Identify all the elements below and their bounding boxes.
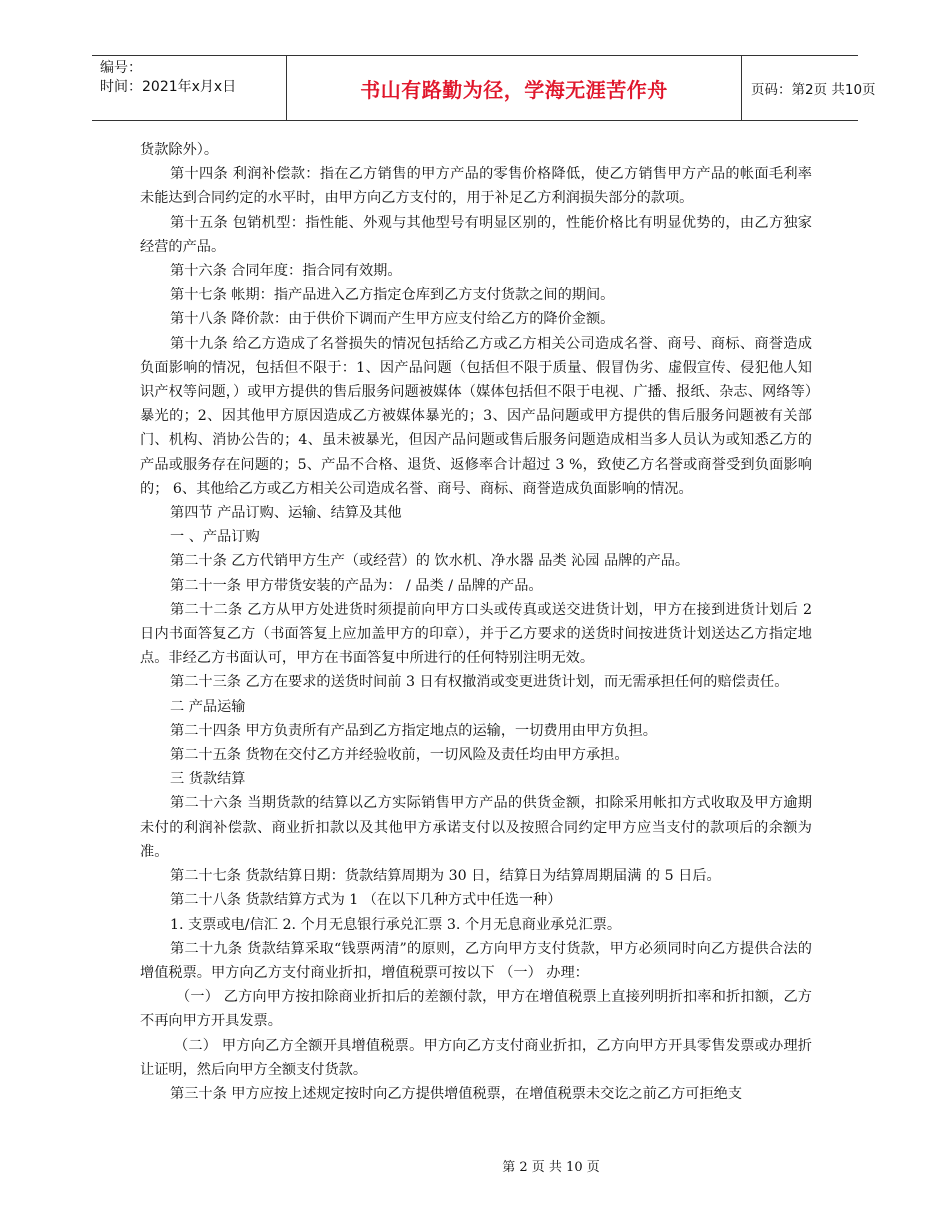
paragraph: 第十八条 降价款：由于供价下调而产生甲方应支付给乙方的降价金额。 (170, 311, 615, 328)
paragraph: （二） 甲方向乙方全额开具增值税票。甲方向乙方支付商业折扣，乙方向甲方开具零售发票或办理折让证明，然后向甲方全额支付货款。 (140, 1037, 812, 1078)
paragraph: 第十四条 利润补偿款：指在乙方销售的甲方产品的零售价格降低，使乙方销售甲方产品的帐面毛利率未能达到合同约定的水平时，由甲方向乙方支付的，用于补足乙方利润损失部分的款项。 (140, 166, 812, 207)
paragraph: 第二十二条 乙方从甲方处进货时须提前向甲方口头或传真或送交进货计划，甲方在接到进货计划后 2 日内书面答复乙方（书面答复上应加盖甲方的印章），并于乙方要求的送货时间按进货计划送达乙方指定地点。非经乙方书面认可，甲方在书面答复中所进行的任何特别注明无效。 (140, 601, 812, 667)
paragraph: 第二十五条 货物在交付乙方并经验收前，一切风险及责任均由甲方承担。 (170, 747, 629, 764)
document-number-label: 编号： (100, 60, 142, 76)
paragraph: 第四节 产品订购、运输、结算及其他 (170, 505, 402, 522)
paragraph: 第二十六条 当期货款的结算以乙方实际销售甲方产品的供货金额，扣除采用帐扣方式收取及甲方逾期未付的利润补偿款、商业折扣款以及其他甲方承诺支付以及按照合同约定甲方应当支付的款项后的余额为准。 (140, 795, 812, 860)
paragraph: 第二十三条 乙方在要求的送货时间前 3 日有权撤消或变更进货计划，而无需承担任何的赔偿责任。 (170, 674, 789, 691)
paragraph: （一） 乙方向甲方按扣除商业折扣后的差额付款，甲方在增值税票上直接列明折扣率和折扣额，乙方不再向甲方开具发票。 (140, 989, 812, 1030)
page-footer: 第 2 页 共 10 页 (502, 1160, 600, 1175)
paragraph: 第二十一条 甲方带货安装的产品为： / 品类 / 品牌的产品。 (170, 577, 543, 594)
paragraph: 第二十条 乙方代销甲方生产（或经营）的 饮水机、净水器 品类 沁园 品牌的产品。 (170, 553, 690, 570)
document-time-label: 时间：2021年x月x日 (100, 79, 237, 95)
paragraph: 第二十九条 货款结算采取“钱票两清”的原则，乙方向甲方支付货款，甲方必须同时向乙方提供合法的增值税票。甲方向乙方支付商业折扣，增值税票可按以下 （一） 办理： (140, 940, 812, 981)
paragraph: 三 货款结算 (170, 771, 246, 788)
paragraph: 第十七条 帐期：指产品进入乙方指定仓库到乙方支付货款之间的期间。 (170, 287, 615, 304)
header-page-info: 页码：第2页 共10页 (751, 82, 876, 98)
header-motto: 书山有路勤为径，学海无涯苦作舟 (286, 56, 742, 120)
paragraph: 第十九条 给乙方造成了名誉损失的情况包括给乙方或乙方相关公司造成名誉、商号、商标、商誉造成负面影响的情况，包括但不限于：1、因产品问题（包括但不限于质量、假冒伪劣、虚假宣传、侵犯他人知识产权等问题，）或甲方提供的售后服务问题被媒体（媒体包括但不限于电视、广播、报纸、杂志、网络等）暴光的；2、因其他甲方原因造成乙方被媒体暴光的；3、因产品问题或甲方提供的售后服务问题被有关部门、机构、消协公告的；4、虽未被暴光，但因产品问题或售后服务问题造成相当多人员认为或知悉乙方的产品或服务存在问题的；5、产品不合格、退货、返修率合计超过 3 %，致使乙方名誉或商誉受到负面影响的； 6、其他给乙方或乙方相关公司造成名誉、商号、商标、商誉造成负面影响的情况。 (140, 335, 812, 497)
page-header (92, 55, 876, 121)
paragraph: 二 产品运输 (170, 698, 246, 715)
paragraph: 第十六条 合同年度：指合同有效期。 (170, 263, 402, 280)
paragraph: 一 、产品订购 (170, 529, 260, 546)
paragraph: 第二十四条 甲方负责所有产品到乙方指定地点的运输，一切费用由甲方负担。 (170, 722, 657, 739)
paragraph: 第二十八条 货款结算方式为 1 （在以下几种方式中任选一种） (170, 892, 562, 909)
header-meta (92, 56, 286, 120)
paragraph: 货款除外）。 (140, 142, 219, 158)
document-body (140, 138, 812, 1106)
paragraph: 第三十条 甲方应按上述规定按时向乙方提供增值税票，在增值税票未交讫之前乙方可拒绝支 (170, 1085, 743, 1102)
paragraph: 第二十七条 货款结算日期：货款结算周期为 30 日，结算日为结算周期届满 的 5 日后。 (170, 868, 721, 885)
paragraph: 1. 支票或电/信汇 2. 个月无息银行承兑汇票 3. 个月无息商业承兑汇票。 (170, 916, 622, 933)
paragraph: 第十五条 包销机型：指性能、外观与其他型号有明显区别的，性能价格比有明显优势的，由乙方独家经营的产品。 (140, 214, 812, 255)
